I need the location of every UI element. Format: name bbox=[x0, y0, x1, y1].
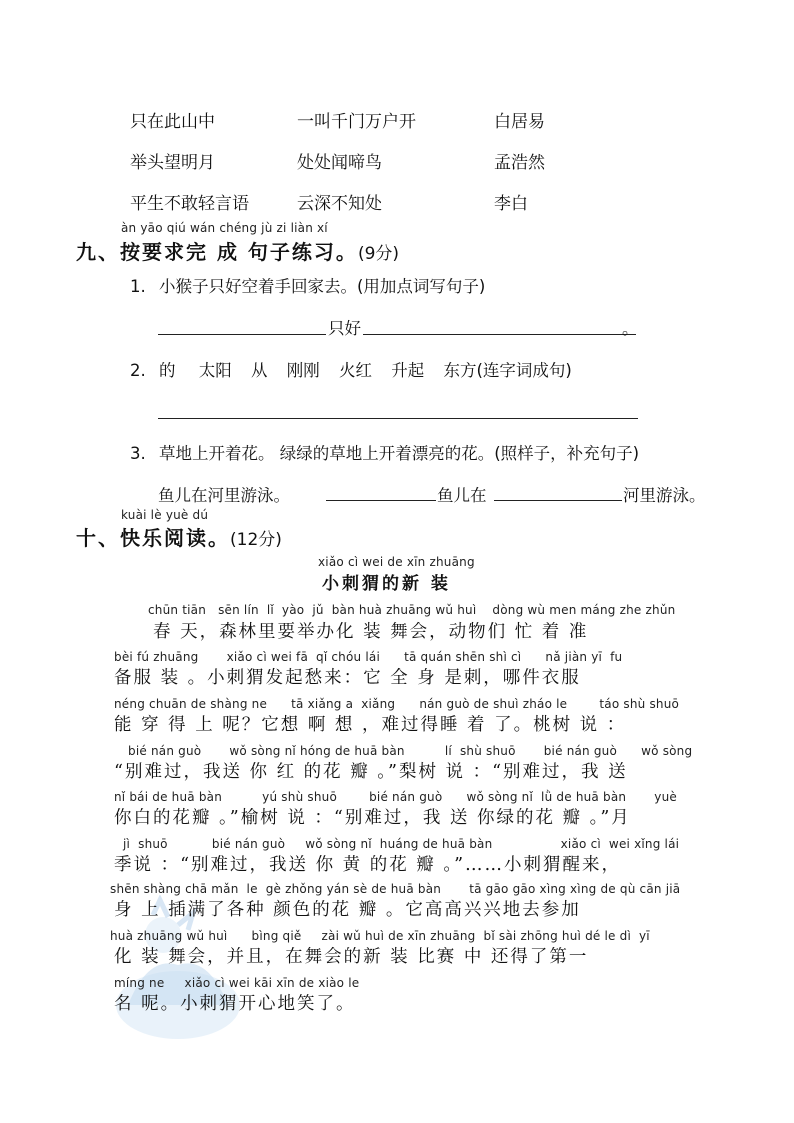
story-line-text: 身 上 插满了各种 颜色的花 瓣 。它高高兴兴地去参加 bbox=[114, 900, 581, 920]
poem-line-3a: 平生不敢轻言语 bbox=[130, 194, 249, 214]
q1-blank-1[interactable] bbox=[158, 334, 326, 335]
q2 bbox=[130, 357, 572, 381]
story-title: 小刺猬的新 装 bbox=[322, 574, 451, 594]
section9-points: (9分) bbox=[357, 244, 400, 264]
story-line-text: 季说 ：“别难过，我送 你 黄 的花 瓣 。”……小刺猬醒来， bbox=[114, 855, 622, 875]
poet-name-2: 孟浩然 bbox=[494, 153, 545, 173]
section9-heading-text: 九、按要求完 成 句子练习。 bbox=[76, 240, 358, 264]
q3-blank-1[interactable] bbox=[326, 500, 436, 501]
q3-example: 鱼儿在河里游泳。 bbox=[158, 486, 290, 505]
q2-word-2: 太阳 bbox=[198, 361, 232, 380]
story-line-text: 备服 装 。小刺猬发起愁来：它 全 身 是刺，哪件衣服 bbox=[114, 668, 581, 688]
q2-word-7: 东方(连字词成句) bbox=[443, 361, 572, 380]
section10-heading bbox=[76, 522, 282, 551]
q1-fill-word: 只好 bbox=[328, 319, 361, 338]
section10-points: (12分) bbox=[230, 530, 282, 550]
q2-word-1: 的 bbox=[159, 361, 176, 380]
section10-pinyin: kuài lè yuè dú bbox=[121, 508, 209, 522]
q3-blank-2[interactable] bbox=[494, 500, 622, 501]
q1-text: 小猴子只好空着手回家去。(用加点词写句子) bbox=[159, 277, 486, 296]
q3 bbox=[130, 440, 639, 464]
q1-number: 1. bbox=[130, 277, 146, 296]
q2-word-4: 刚刚 bbox=[286, 361, 320, 380]
story-line-pinyin: shēn shàng chā mǎn le gè zhǒng yán sè de huā bàn tā gāo gāo xìng xìng de qù cān jiā bbox=[110, 882, 681, 896]
story-line-pinyin: bèi fú zhuāng xiǎo cì wei fā qǐ chóu lái tā quán shēn shì cì nǎ jiàn yī fu bbox=[114, 650, 623, 664]
q3-end: 河里游泳。 bbox=[623, 486, 706, 505]
story-line-pinyin: nǐ bái de huā bàn yú shù shuō bié nán guò wǒ sòng nǐ lǜ de huā bàn yuè bbox=[114, 790, 677, 804]
story-line-pinyin: chūn tiān sēn lín lǐ yào jǔ bàn huà zhuāng wǔ huì dòng wù men máng zhe zhǔn bbox=[148, 603, 676, 617]
story-line-pinyin: huà zhuāng wǔ huì bìng qiě zài wǔ huì de xīn zhuāng bǐ sài zhōng huì dé le dì yī bbox=[110, 929, 650, 943]
q2-word-3: 从 bbox=[251, 361, 268, 380]
story-line-pinyin: néng chuān de shàng ne tā xiǎng a xiǎng nán guò de shuì zháo le táo shù shuō bbox=[114, 697, 680, 711]
q2-word-6: 升起 bbox=[391, 361, 425, 380]
story-line-text: 你白的花瓣 。”榆树 说 ：“别难过，我 送 你绿的花 瓣 。”月 bbox=[114, 808, 631, 828]
story-line-text: 化 装 舞会，并且，在舞会的新 装 比赛 中 还得了第一 bbox=[114, 947, 589, 967]
story-line-text: 名 呢。小刺猬开心地笑了。 bbox=[114, 994, 356, 1014]
story-line-text: “别难过，我送 你 红 的花 瓣 。”梨树 说 ：“别难过，我 送 bbox=[114, 762, 628, 782]
q3-number: 3. bbox=[130, 444, 146, 463]
poem-line-1a: 只在此山中 bbox=[130, 112, 215, 132]
q2-answer-line[interactable] bbox=[158, 418, 638, 419]
section9-heading bbox=[76, 236, 399, 265]
poem-line-2a: 举头望明月 bbox=[130, 153, 215, 173]
poem-line-1b: 一叫千门万户开 bbox=[297, 112, 416, 132]
q1-blank-2[interactable] bbox=[363, 334, 636, 335]
section10-heading-text: 十、快乐阅读。 bbox=[76, 526, 230, 550]
q3-text: 草地上开着花。 绿绿的草地上开着漂亮的花。(照样子，补充句子) bbox=[159, 444, 640, 463]
q1-end: 。 bbox=[622, 319, 639, 338]
story-line-pinyin: míng ne xiǎo cì wei kāi xīn de xiào le bbox=[114, 976, 360, 990]
poet-name-1: 白居易 bbox=[494, 112, 545, 132]
story-title-pinyin: xiǎo cì wei de xīn zhuāng bbox=[318, 555, 475, 569]
story-line-pinyin: jì shuō bié nán guò wǒ sòng nǐ huáng de huā bàn xiǎo cì wei xǐng lái bbox=[119, 837, 680, 851]
story-line-text: 春 天，森林里要举办化 装 舞会，动物们 忙 着 准 bbox=[153, 622, 589, 642]
q1 bbox=[130, 273, 485, 297]
section9-pinyin: àn yāo qiú wán chéng jù zi liàn xí bbox=[121, 221, 328, 235]
story-line-pinyin: bié nán guò wǒ sòng nǐ hóng de huā bàn lí shù shuō bié nán guò wǒ sòng bbox=[124, 744, 693, 758]
q3-fill-word: 鱼儿在 bbox=[437, 486, 487, 505]
poem-line-2b: 处处闻啼鸟 bbox=[297, 153, 382, 173]
q2-word-5: 火红 bbox=[339, 361, 372, 380]
poem-line-3b: 云深不知处 bbox=[297, 194, 382, 214]
poet-name-3: 李白 bbox=[494, 194, 528, 214]
q2-number: 2. bbox=[130, 361, 146, 380]
story-line-text: 能 穿 得 上 呢？它想 啊 想 ，难过得睡 着 了。桃树 说 ： bbox=[114, 715, 627, 735]
